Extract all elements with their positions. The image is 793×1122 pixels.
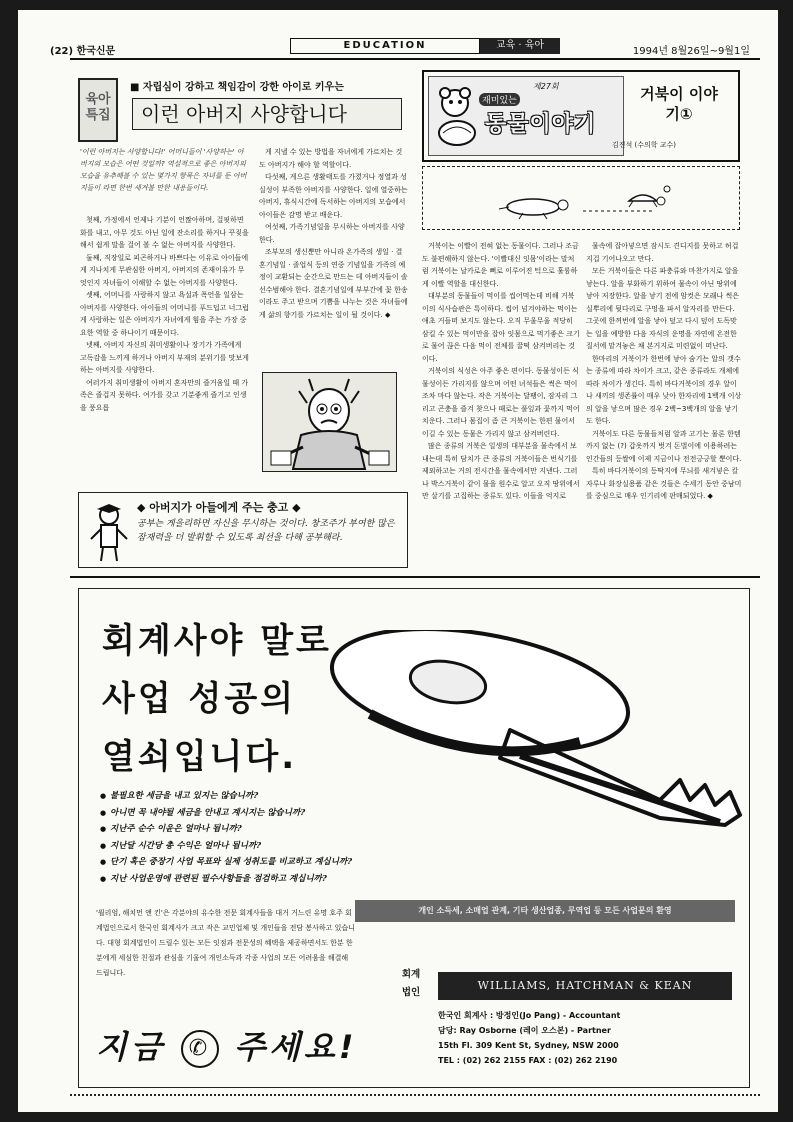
firm-label: 회계 법인 xyxy=(401,969,421,998)
column-text-1 xyxy=(422,240,580,503)
paragraph: 여섯째, 가족기념일을 무시하는 아버지를 사양한다. xyxy=(259,223,405,244)
contact-line: 15th Fl. 309 Kent St, Sydney, NSW 2000 xyxy=(438,1041,619,1050)
page-header xyxy=(50,38,760,60)
ad-question: ● 단기 혹은 중장기 사업 목표와 실제 성취도를 비교하고 계십니까? xyxy=(100,854,480,871)
turtle-illustration xyxy=(423,167,739,229)
column-title: 거북이 이야기① xyxy=(640,85,718,123)
call-text: 지금 xyxy=(96,1028,166,1066)
worried-father-illustration xyxy=(262,372,397,472)
ad-headline-line: 열쇠입니다. xyxy=(102,737,298,777)
column-author: 김진석 (수의학 교수) xyxy=(612,141,677,149)
paragraph: 첫째, 가정에서 언제나 기분이 언짢아하며, 걸핏하면 화를 내고, 아무 것도 아닌 일에 잔소리를 하거나 꾸짖을 해서 쉽게 말을 걸어 볼 수 없는 아버지를 사양한다. xyxy=(80,216,249,249)
column-logo xyxy=(428,76,624,156)
paragraph: 둘째, 직장일로 피곤하거나 바쁘다는 이유로 아이들에게 지나치게 무관심한 아버지, 아버지의 존재이유가 무엇인지 자녀들이 이해할 수 없는 아버지를 사양한다. xyxy=(80,253,249,287)
section-label: EDUCATION xyxy=(290,38,480,54)
advice-box xyxy=(78,492,408,568)
ad-question-list xyxy=(100,788,480,887)
paragraph: 셋째, 어머니를 사랑하지 않고 욕설과 폭언을 일삼는 아버지를 사양한다. 아이들의 어머니를 푸드덥고 너그럽게 사랑하는 일은 아버지가 자녀에게 힘을 주는 가장 중요한 역할 중 하나이기 때문이다. xyxy=(80,291,249,337)
subsection-label: 교육 · 육아 xyxy=(480,38,560,54)
header-rule xyxy=(70,58,760,60)
advice-text: 공부는 게을리하면 자신을 무시하는 것이다. 창조주가 부여한 많은 잠재력을 더 발휘할 수 있도록 최선을 다해 공부해라. xyxy=(137,519,395,543)
ad-headline-line: 회계사야 말로 xyxy=(102,621,332,661)
ad-body-text: '윌리엄, 해치먼 앤 킨'은 각분야의 유수한 전문 회계사들을 대거 거느린 유명 호주 회계법인으로서 한국인 회계사가 크고 작은 교민업체 및 개인들을 전담 봉사하고 있습니다. 대형 회계법인이 드릴수 있는 모든 잇점과 전문성의 혜택을 제공하면서도 한분 한분에게 세심한 친절과 관심을 기울여 개인소득과 각종 사업의 모든 어려움을 해결해 드립니다. xyxy=(96,909,355,977)
paragraph: 특히 바다거북이의 등딱지에 무늬를 새겨넣은 칼자루나 화장실용품 같은 것들은 수세기 동안 중남미를 중심으로 매우 인기리에 판매되었다. ◆ xyxy=(586,467,742,500)
feature-title: 이런 아버지 사양합니다 xyxy=(132,98,402,130)
feature-intro: '이런 아버지는 사양합니다!' 어머니들이 '사양하는' 아버지의 모습은 어떤 것일까? 역설적으로 좋은 아버지의 모습을 유추해볼 수 있는 몇가지 항목은 자녀를 둔 아버지들이 라면 한번 새겨볼 만한 내용들이다. xyxy=(80,148,247,192)
paragraph: 여러가지 취미생활이 아버지 혼자만의 즐거움일 때 가족은 즐겁지 못하다. 여가를 갖고 기분좋게 즐기고 인생을 풍요롭 xyxy=(80,378,249,412)
ad-services-bar: 개인 소득세, 소매업 관계, 기타 생산업종, 무역업 등 모든 사업문의 환영 xyxy=(355,900,735,922)
page-bottom-edge xyxy=(70,1094,760,1096)
section-divider xyxy=(70,576,760,578)
paragraph: 모든 거북이들은 다른 파충류와 마찬가지로 알을 낳는다. 알을 부화하기 위하여 물속이 아닌 땅위에 낳아 저장한다. 알을 낳기 전에 암컷은 모래나 썩은 실뿌리에 뒷다리로 구멍을 파서 알자리를 만든다. 그곳에 한꺼번에 알을 낳아 덮고 다시 덮어 도독맞는 일을 예방한 다음 자식의 운명을 자연에 온전한 질서에 맡겨놓은 채 본거지로 미련없이 떠난다. xyxy=(586,267,740,350)
ad-contact xyxy=(438,1008,620,1068)
feature-column-1 xyxy=(80,214,250,414)
animals-logo-icon xyxy=(433,85,483,151)
contact-line: TEL : (02) 262 2155 FAX : (02) 262 2190 xyxy=(438,1056,618,1065)
ad-question: ● 지난달 시간당 총 수익은 얼마나 됩니까? xyxy=(100,838,480,855)
ad-question: ● 불필요한 세금을 내고 있지는 않습니까? xyxy=(100,788,480,805)
paragraph: 조부모의 생신뿐만 아니라 온가족의 생일 · 결혼기념일 · 졸업식 등의 연중 기념일을 가족의 예정이 교환되는 순간으로 만드는 데 아버지들이 솔선수범해야 한다. 결혼기념일에 부부간에 꽃 한송이라도 주고 받으며 기쁨을 나누는 것은 자녀들에게 삶의 향기를 가르치는 일이 될 것이다. ◆ xyxy=(259,248,408,319)
ad-question: ● 지난주 순수 이윤은 얼마나 됩니까? xyxy=(100,821,480,838)
feature-tab: 육아특집 xyxy=(78,78,118,142)
episode-label: 제27회 xyxy=(533,82,559,91)
feature-kicker: ■ 자립심이 강하고 책임감이 강한 아이로 키우는 xyxy=(130,82,344,93)
paragraph: 물속에 잡아넣으면 잠시도 견디지를 못하고 허겁지겁 기어나오고 만다. xyxy=(586,242,739,263)
student-icon xyxy=(89,503,129,563)
contact-line: 담당: Ray Osborne (레이 오스본) - Partner xyxy=(438,1026,611,1035)
turtle-illustration-box xyxy=(422,166,740,230)
paragraph: 한마리의 거북이가 한번에 낳아 숨기는 알의 갯수는 종류에 따라 차이가 크고, 같은 종류라도 개체에 따라 차이가 생긴다. 특히 바다거북이의 경우 알이나 새끼의 생존률이 매우 낮아 한자리에 1백개 이상의 알을 낳으며 많은 경우 2백~3백개의 알을 낳기도 한다. xyxy=(586,354,742,425)
paragraph: 거북이는 이빨이 전혀 없는 동물이다. 그러나 조금도 불편해하지 않는다. '이빨대신 잇몸'이라는 말처럼 거북이는 날카로운 뼈로 이루어진 턱으로 훌륭하게 이빨 역할을 대신한다. xyxy=(422,242,579,288)
paragraph: 거북이도 다른 동물들처럼 알과 고기는 물론 한템까지 없는 (?) 갑옷까지 벗겨 돈벌이에 이용하려는 인간들의 등쌀에 이제 지금이나 전전긍긍할 뿐이다. xyxy=(586,429,742,463)
paragraph: 거북이의 식성은 아주 좋은 편이다. 동물성이든 식물성이든 가리지를 않으며 어떤 녀석들은 썩은 먹이조차 마다 않는다. 작은 거북이는 달팽이, 잠자리 그리고 곤충을 즐겨 찾으나 때로는 풀잎과 꽃까지 먹어치운다. 그러나 몸집이 좀 큰 거북이는 한편 물어서 이길 수 있는 동물은 가리지 않고 삼켜버린다. xyxy=(422,367,580,438)
ad-question: ● 지난 사업운영에 관련된 필수사항들을 점검하고 계십니까? xyxy=(100,871,480,888)
series-small-label: 재미있는 xyxy=(479,93,520,106)
feature-column-2 xyxy=(259,146,409,321)
call-to-action xyxy=(96,1022,357,1068)
page-number: (22) 한국신문 xyxy=(50,46,116,57)
paragraph: 넷째, 아버지 자신의 취미생활이나 장기가 가족에게 고독감을 느끼게 하거나 아버지 부재의 분위기를 맛보게 하는 아버지를 사양한다. xyxy=(80,341,249,374)
paragraph: 많은 종류의 거북은 일생의 대부분을 물속에서 보내는데 특히 담치가 큰 종류의 거북이들은 번식기를 제외하고는 거의 전시간을 물속에서만 지낸다. 그러나 박스거북이 같이 물을 원수로 알고 오직 땅위에서만 살기를 고집하는 종류도 있다. 이들을 억지로 xyxy=(422,442,580,500)
ad-question: ● 아니면 꼭 내야될 세금을 안내고 계시지는 않습니까? xyxy=(100,805,480,822)
column-text-2 xyxy=(586,240,742,503)
paragraph: 게 지낼 수 있는 방법을 자녀에게 가르치는 것도 아버지가 해야 할 역할이다. xyxy=(259,148,403,169)
issue-date: 1994년 8월26일~9월1일 xyxy=(632,46,750,57)
paragraph: 다섯째, 게으른 생활태도를 가졌거나 정열과 성실성이 부족한 아버지를 사양한다. 일에 열중하는 아버지, 휴식시간에 독서하는 아버지의 모습에서 아이들은 감명 받고 배운다. xyxy=(259,173,408,219)
contact-line: 한국인 회계사 : 방정인(Jo Pang) - Accountant xyxy=(438,1011,621,1020)
phone-icon: ✆ xyxy=(181,1030,219,1068)
firm-name: WILLIAMS, HATCHMAN & KEAN xyxy=(438,972,732,1000)
call-text: 주세요! xyxy=(234,1028,358,1066)
series-name: 동물이야기 xyxy=(485,112,597,137)
paragraph: 대부분의 동물들이 먹이를 씹어먹는데 비해 거북이의 식사습관은 특이하다. 씹어 넘겨야하는 먹이는 애초 거들떠 보지도 않는다. 오직 무울무울 적당히 삼킬 수 있는 먹이만을 잡아 잇몸으로 먹기좋은 크기로 물어 끊은 다음 먹이 전체를 꿀떡 삼켜버리는 것이다. xyxy=(422,292,580,363)
ad-headline xyxy=(102,612,332,786)
advice-title: ◆ 아버지가 아들에게 주는 충고 ◆ xyxy=(137,501,301,514)
ad-headline-line: 사업 성공의 xyxy=(102,679,297,719)
